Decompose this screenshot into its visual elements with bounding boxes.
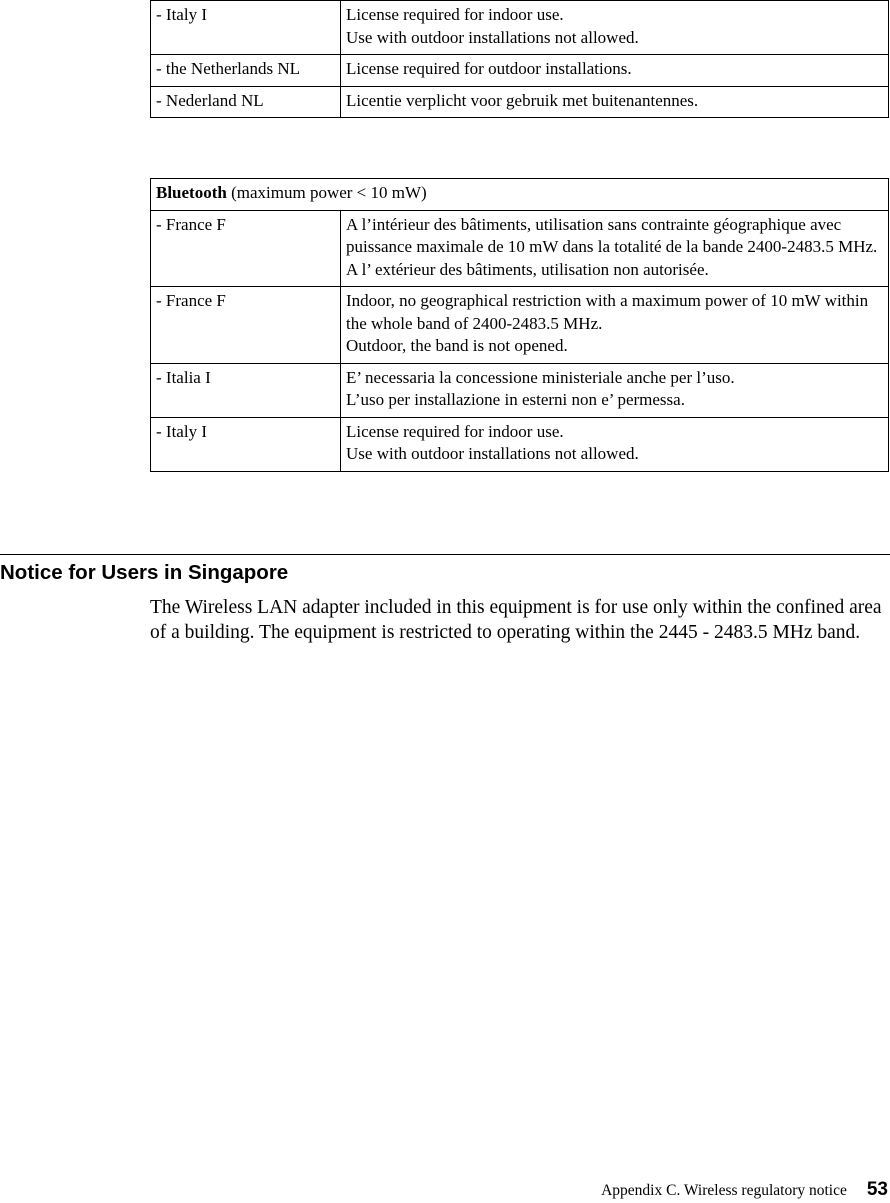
regulation-cell <box>341 86 889 118</box>
wireless-lan-table-continued <box>150 0 889 118</box>
regulation-line: Licentie verplicht voor gebruik met buitenantennes. <box>346 90 699 110</box>
table-row <box>151 1 889 55</box>
regulation-cell <box>341 417 889 471</box>
bluetooth-header-bold: Bluetooth <box>156 183 227 202</box>
page-number: 53 <box>866 1179 888 1200</box>
regulation-cell <box>341 210 889 287</box>
section-divider <box>0 554 890 555</box>
country-cell: - the Netherlands NL <box>151 55 341 87</box>
country-cell: - France F <box>151 287 341 364</box>
country-cell: - Italy I <box>151 417 341 471</box>
table-row <box>151 210 889 287</box>
regulation-line: Indoor, no geographical restriction with a maximum power of 10 mW within the whole band of 2400-2483.5 MHz. <box>346 291 869 333</box>
regulation-line: Use with outdoor installations not allowed. <box>346 27 639 47</box>
regulation-line: E’ necessaria la concessione ministeriale anche per l’uso. <box>346 367 735 387</box>
table-row <box>151 86 889 118</box>
country-cell: - France F <box>151 210 341 287</box>
country-cell: - Italy I <box>151 1 341 55</box>
country-cell: - Italia I <box>151 363 341 417</box>
regulation-line: L’uso per installazione in esterni non e’ permessa. <box>346 390 685 409</box>
regulation-line: License required for indoor use. <box>346 5 564 24</box>
section-title: Notice for Users in Singapore <box>0 561 289 584</box>
section-body: The Wireless LAN adapter included in this equipment is for use only within the confined area of a building. The equipment is restricted to operating within the 2445 - 2483.5 MHz band. <box>150 597 882 643</box>
regulation-cell <box>341 55 889 87</box>
bluetooth-table <box>150 178 889 472</box>
regulation-line: Use with outdoor installations not allowed. <box>346 444 639 463</box>
regulation-line: License required for indoor use. <box>346 421 564 441</box>
regulation-line: A l’ extérieur des bâtiments, utilisation non autorisée. <box>346 259 709 279</box>
table-header-row <box>151 179 889 211</box>
table-row <box>151 287 889 364</box>
regulation-cell <box>341 287 889 364</box>
bluetooth-header-rest: (maximum power < 10 mW) <box>226 183 427 202</box>
footer-label: Appendix C. Wireless regulatory notice <box>601 1182 847 1199</box>
country-cell: - Nederland NL <box>151 86 341 118</box>
regulation-cell <box>341 1 889 55</box>
table-row <box>151 55 889 87</box>
table-row <box>151 417 889 471</box>
regulation-line: License required for outdoor installations. <box>346 59 632 78</box>
regulation-cell <box>341 363 889 417</box>
regulation-line: A l’intérieur des bâtiments, utilisation sans contrainte géographique avec puissance maximale de 10 mW dans la totalité de la bande 2400-2483.5 MHz. <box>346 214 878 256</box>
regulation-line: Outdoor, the band is not opened. <box>346 336 568 355</box>
page-footer <box>601 1178 888 1203</box>
table-row <box>151 363 889 417</box>
bluetooth-header-cell <box>151 179 889 211</box>
